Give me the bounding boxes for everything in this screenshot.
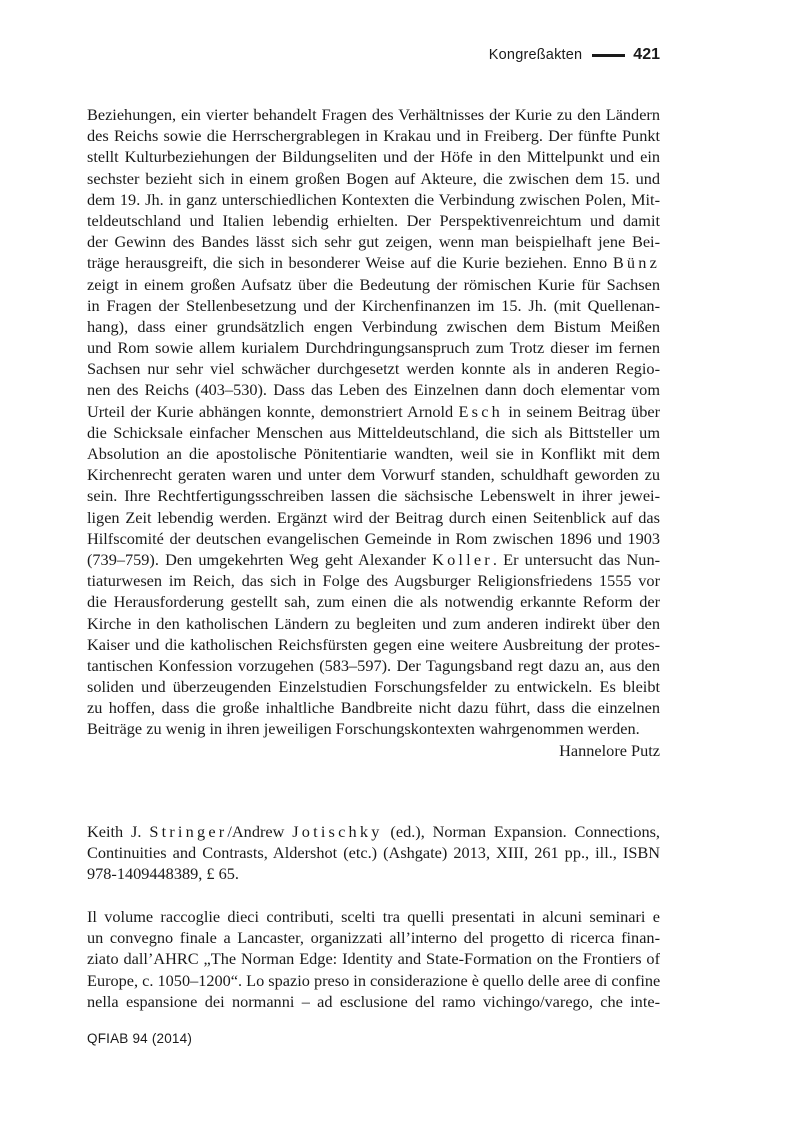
text-segment: Kaiser und die katholischen Reichsfürsten gegen eine weitere Ausbreitung der protes- xyxy=(87,634,660,654)
text-line xyxy=(87,613,660,634)
page-number: 421 xyxy=(633,46,660,63)
text-line xyxy=(87,168,660,189)
text-line xyxy=(87,231,660,252)
text-segment: ziato dall’AHRC „The Norman Edge: Identity and State-Formation on the Frontiers of xyxy=(87,949,660,969)
review-1-body xyxy=(87,104,660,761)
text-segment: 978-1409448389, £ 65. xyxy=(87,864,239,884)
text-segment: Il volume raccoglie dieci contributi, scelti tra quelli presentati in alcuni seminari e xyxy=(87,907,660,926)
text-line xyxy=(87,906,660,927)
text-line xyxy=(87,676,660,697)
review-2-body xyxy=(87,906,660,1012)
text-segment: der Gewinn des Bandes lässt sich sehr gut zeigen, wenn man beispielhaft jene Bei- xyxy=(87,232,660,252)
book-citation xyxy=(87,821,660,885)
text-line xyxy=(87,274,660,295)
text-segment: in seinem Beitrag über xyxy=(502,401,660,421)
text-line xyxy=(87,464,660,485)
text-segment: zu hoffen, dass die große inhaltliche Bandbreite nicht dazu führt, dass die einzelnen xyxy=(87,698,660,718)
running-title: Kongreßakten xyxy=(488,47,583,63)
text-segment: (ed.), Norman Expansion. Connections, xyxy=(382,822,660,841)
text-line xyxy=(87,948,660,969)
text-segment: Beziehungen, ein vierter behandelt Fragen des Verhältnisses der Kurie zu den Ländern xyxy=(87,105,660,124)
text-segment: in Fragen der Stellenbesetzung und der Kirchenfinanzen im 15. Jh. (mit Quellenan- xyxy=(87,295,660,315)
text-segment: Continuities and Contrasts, Aldershot (etc.) (Ashgate) 2013, XIII, 261 pp., ill., ISBN xyxy=(87,843,660,863)
text-line xyxy=(87,591,660,612)
text-line xyxy=(87,697,660,718)
text-line xyxy=(87,125,660,146)
text-segment: Sachsen nur sehr viel schwächer durchgesetzt werden konnte als in anderen Regio- xyxy=(87,359,660,379)
text-segment: Absolution an die apostolische Pönitentiarie wandten, weil sie in Konflikt mit dem xyxy=(87,444,660,463)
text-line xyxy=(87,485,660,506)
author-name: Esch xyxy=(458,401,503,421)
text-segment: Kirchenrecht geraten waren und unter dem Vorwurf standen, schuldhaft geworden zu xyxy=(87,465,660,485)
author-name: Koller xyxy=(432,549,493,569)
text-line xyxy=(87,842,660,863)
text-line xyxy=(87,991,660,1012)
text-segment: Beiträge zu wenig in ihren jeweiligen Forschungskontexten wahrgenommen werden. xyxy=(87,719,640,739)
text-segment: Urteil der Kurie abhängen konnte, demonstriert Arnold xyxy=(87,401,459,421)
text-line xyxy=(87,863,660,884)
text-segment: sein. Ihre Rechtfertigungsschreiben lassen die sächsische Lebenswelt in ihrer jewei- xyxy=(87,486,660,506)
text-line xyxy=(87,337,660,358)
text-line xyxy=(87,316,660,337)
text-segment: tantischen Konfession vorzugehen (583–597). Der Tagungsband regt dazu an, aus den xyxy=(87,655,660,675)
text-segment: nella espansione dei normanni – ad esclusione del ramo vichingo/varego, che inte- xyxy=(87,991,660,1011)
text-segment: Hilfscomité der deutschen evangelischen Gemeinde in Rom zwischen 1896 und 1903 xyxy=(87,528,660,548)
header-rule xyxy=(592,54,625,57)
text-segment: zeigt in einem großen Aufsatz über die Bedeutung der römischen Kurie für Sachsen xyxy=(87,274,660,294)
text-line xyxy=(87,655,660,676)
text-segment: Europe, c. 1050–1200“. Lo spazio preso in considerazione è quello delle aree di confine xyxy=(87,970,660,990)
text-segment: des Reichs sowie die Herrschergrablegen in Krakau und in Freiberg. Der fünfte Punkt xyxy=(87,126,660,146)
text-segment: /Andrew xyxy=(227,822,293,841)
text-segment: sechster bezieht sich in einem großen Bogen auf Akteure, die zwischen dem 15. und xyxy=(87,168,660,188)
author-name: Bünz xyxy=(612,253,660,273)
text-line xyxy=(87,146,660,167)
text-line xyxy=(87,927,660,948)
text-segment: ligen Zeit lebendig werden. Ergänzt wird der Beitrag durch einen Seitenblick auf das xyxy=(87,507,660,527)
running-head xyxy=(87,44,660,66)
text-segment: die Herausforderung gestellt sah, zum einen die als notwendig erkannte Reform der xyxy=(87,592,660,612)
reviewer-signature: Hannelore Putz xyxy=(559,740,660,760)
text-line xyxy=(87,104,660,125)
text-line xyxy=(87,570,660,591)
text-segment: hang), dass einer grundsätzlich engen Verbindung zwischen dem Bistum Meißen xyxy=(87,316,660,336)
text-segment: Kirche in den katholischen Ländern zu begleiten und zum anderen indirekt über den xyxy=(87,613,660,633)
author-name: Stringer xyxy=(149,822,228,841)
text-line xyxy=(87,970,660,991)
journal-footer: QFIAB 94 (2014) xyxy=(87,1031,193,1046)
text-line xyxy=(87,358,660,379)
text-segment: stellt Kulturbeziehungen der Bildungseliten und der Höfe in den Mittelpunkt und ein xyxy=(87,147,660,167)
text-segment: nen des Reichs (403–530). Dass das Leben des Einzelnen dann doch elementar vom xyxy=(87,380,660,400)
text-line xyxy=(87,443,660,464)
text-line xyxy=(87,295,660,316)
author-name: Jotischky xyxy=(292,822,383,841)
text-segment: (739–759). Den umgekehrten Weg geht Alexander xyxy=(87,549,433,569)
text-segment: Keith J. xyxy=(87,822,150,841)
text-line xyxy=(87,252,660,273)
text-line xyxy=(87,379,660,400)
text-line xyxy=(87,821,660,842)
text-segment: und Rom sowie allem kurialem Durchdringungsanspruch zum Trotz dieser im fernen xyxy=(87,338,660,358)
text-line xyxy=(87,189,660,210)
text-line xyxy=(87,528,660,549)
text-line xyxy=(87,549,660,570)
text-segment: teldeutschland und Italien lebendig erhielten. Der Perspektivenreichtum und damit xyxy=(87,210,660,230)
text-segment: die Schicksale einfacher Menschen aus Mitteldeutschland, die sich als Bittsteller um xyxy=(87,422,660,442)
text-segment: un convegno finale a Lancaster, organizzati all’interno del progetto di ricerca finan- xyxy=(87,928,660,948)
text-line xyxy=(87,718,660,739)
text-line xyxy=(87,634,660,655)
text-line xyxy=(87,401,660,422)
text-line xyxy=(87,422,660,443)
text-line xyxy=(87,210,660,231)
text-segment: . Er untersucht das Nun- xyxy=(492,549,660,569)
text-line xyxy=(87,507,660,528)
text-segment: träge herausgreift, die sich in besonderer Weise auf die Kurie beziehen. Enno xyxy=(87,253,613,273)
text-segment: dem 19. Jh. in ganz unterschiedlichen Kontexten die Verbindung zwischen Polen, Mit- xyxy=(87,189,660,209)
text-segment: tiaturwesen im Reich, das sich in Folge des Augsburger Religionsfriedens 1555 vor xyxy=(87,571,660,591)
text-segment: soliden und überzeugenden Einzelstudien Forschungsfelder zu entwickeln. Es bleibt xyxy=(87,677,660,697)
